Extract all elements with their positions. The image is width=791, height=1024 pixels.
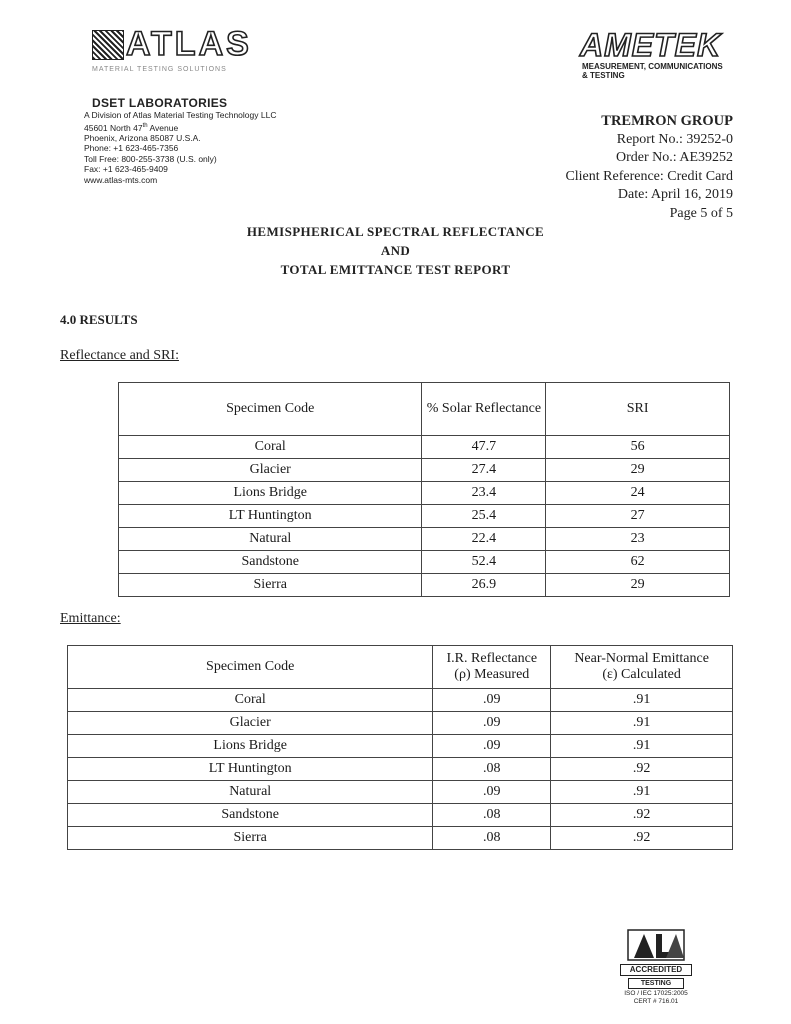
column-header	[433, 646, 551, 689]
column-header: % Solar Reflectance	[422, 383, 546, 436]
sri-cell: 29	[546, 459, 730, 482]
specimen-cell: Lions Bridge	[68, 735, 433, 758]
atlas-logo-word: ATLAS	[126, 25, 252, 63]
section-heading: 4.0 RESULTS	[60, 312, 138, 327]
lab-division: A Division of Atlas Material Testing Technology LLC	[84, 110, 277, 120]
table-row	[68, 781, 733, 804]
solar-reflectance-cell: 22.4	[422, 528, 546, 551]
table-row	[119, 551, 730, 574]
report-number: Report No.: 39252-0	[616, 131, 733, 147]
table-row	[68, 689, 733, 712]
specimen-cell: Glacier	[68, 712, 433, 735]
solar-reflectance-cell: 25.4	[422, 505, 546, 528]
report-date: Date: April 16, 2019	[617, 187, 733, 202]
table-row	[68, 758, 733, 781]
badge-iso-standard: ISO / IEC 17025:2005	[624, 990, 688, 997]
specimen-cell: LT Huntington	[68, 758, 433, 781]
solar-reflectance-cell: 23.4	[422, 482, 546, 505]
badge-accredited: ACCREDITED	[620, 964, 692, 976]
report-title	[0, 222, 791, 279]
sri-cell: 62	[546, 551, 730, 574]
reflectance-table	[118, 382, 730, 597]
specimen-cell: Coral	[119, 436, 422, 459]
sri-cell: 24	[546, 482, 730, 505]
atlas-logo	[92, 25, 282, 80]
report-title-line3: TOTAL EMITTANCE TEST REPORT	[280, 262, 511, 277]
specimen-cell: Sandstone	[68, 804, 433, 827]
emittance-cell: .91	[551, 735, 733, 758]
emittance-cell: .92	[551, 758, 733, 781]
column-header: Specimen Code	[68, 646, 433, 689]
specimen-cell: Coral	[68, 689, 433, 712]
atlas-logo-tagline: MATERIAL TESTING SOLUTIONS	[92, 66, 227, 73]
client-name: TREMRON GROUP	[601, 113, 733, 129]
table-header-row	[68, 646, 733, 689]
page-number: Page 5 of 5	[669, 205, 733, 221]
emittance-cell: .91	[551, 689, 733, 712]
lab-address-block	[84, 96, 277, 185]
lab-street: 45601 North 47th Avenue	[84, 122, 179, 133]
ametek-logo-subtitle	[582, 62, 723, 80]
table-row	[68, 712, 733, 735]
order-number: Order No.: AE39252	[615, 150, 733, 165]
specimen-cell: Sandstone	[119, 551, 422, 574]
specimen-cell: Sierra	[68, 827, 433, 850]
table-row	[68, 827, 733, 850]
specimen-cell: Natural	[68, 781, 433, 804]
accreditation-badge	[612, 926, 700, 1016]
specimen-cell: Sierra	[119, 574, 422, 597]
column-header: Specimen Code	[119, 383, 422, 436]
ametek-logo	[580, 27, 760, 84]
table-header-row	[119, 383, 730, 436]
ametek-subtitle-line1: MEASUREMENT, COMMUNICATIONS	[582, 62, 723, 71]
a2la-logo-icon	[626, 926, 686, 962]
lab-toll-free: Toll Free: 800-255-3738 (U.S. only)	[84, 153, 217, 164]
lab-city: Phoenix, Arizona 85087 U.S.A.	[84, 132, 201, 143]
solar-reflectance-cell: 52.4	[422, 551, 546, 574]
emittance-cell: .92	[551, 827, 733, 850]
ir-reflectance-cell: .09	[433, 712, 551, 735]
table-row	[68, 735, 733, 758]
specimen-cell: Lions Bridge	[119, 482, 422, 505]
column-header	[551, 646, 733, 689]
emittance-table	[67, 645, 733, 850]
lab-name: DSET LABORATORIES	[92, 96, 228, 110]
specimen-cell: Glacier	[119, 459, 422, 482]
table-row	[119, 436, 730, 459]
ir-reflectance-cell: .09	[433, 689, 551, 712]
sri-cell: 56	[546, 436, 730, 459]
specimen-cell: LT Huntington	[119, 505, 422, 528]
table-row	[119, 574, 730, 597]
badge-testing: TESTING	[628, 978, 684, 989]
ir-reflectance-cell: .08	[433, 758, 551, 781]
solar-reflectance-cell: 27.4	[422, 459, 546, 482]
ir-reflectance-cell: .09	[433, 735, 551, 758]
sri-cell: 23	[546, 528, 730, 551]
ametek-logo-word: AMETEK	[580, 27, 722, 63]
column-header-line: (ρ) Measured	[454, 667, 530, 682]
table-row	[119, 528, 730, 551]
table-row	[119, 505, 730, 528]
sri-cell: 27	[546, 505, 730, 528]
ametek-subtitle-line2: & TESTING	[582, 71, 625, 80]
column-header-line: I.R. Reflectance	[446, 651, 538, 666]
lab-website: www.atlas-mts.com	[84, 174, 158, 185]
column-header: SRI	[546, 383, 730, 436]
column-header-line: Near-Normal Emittance	[574, 651, 709, 666]
lab-phone: Phone: +1 623-465-7356	[84, 143, 179, 154]
emittance-cell: .91	[551, 781, 733, 804]
ir-reflectance-cell: .09	[433, 781, 551, 804]
client-info-block	[565, 112, 733, 223]
badge-cert-number: CERT # 716.01	[633, 998, 679, 1005]
ir-reflectance-cell: .08	[433, 827, 551, 850]
lab-fax: Fax: +1 623-465-9409	[84, 164, 168, 175]
column-header-line: (ε) Calculated	[602, 667, 681, 682]
report-title-line1: HEMISPHERICAL SPECTRAL REFLECTANCE	[246, 224, 545, 239]
client-reference: Client Reference: Credit Card	[565, 168, 733, 184]
atlas-logo-mark	[92, 30, 124, 60]
solar-reflectance-cell: 26.9	[422, 574, 546, 597]
emittance-cell: .91	[551, 712, 733, 735]
emittance-cell: .92	[551, 804, 733, 827]
badge-iso	[612, 990, 700, 1006]
table-row	[119, 459, 730, 482]
table-row	[119, 482, 730, 505]
specimen-cell: Natural	[119, 528, 422, 551]
sri-cell: 29	[546, 574, 730, 597]
table-row	[68, 804, 733, 827]
ir-reflectance-cell: .08	[433, 804, 551, 827]
solar-reflectance-cell: 47.7	[422, 436, 546, 459]
report-title-line2: AND	[380, 243, 411, 258]
reflectance-heading: Reflectance and SRI:	[60, 348, 179, 363]
emittance-heading: Emittance:	[60, 611, 121, 626]
